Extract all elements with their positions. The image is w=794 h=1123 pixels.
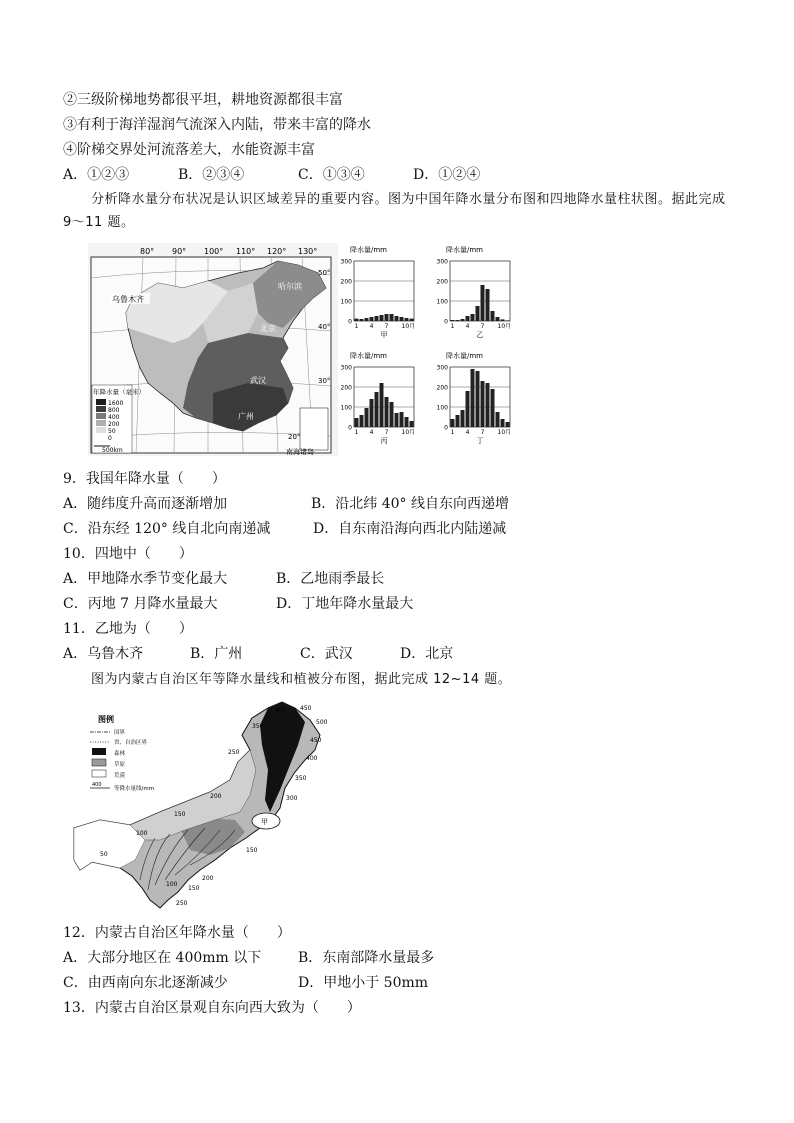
isoline-label: 50 — [100, 851, 108, 858]
statement-3: ③有利于海洋湿润气流深入内陆，带来丰富的降水 — [63, 117, 371, 133]
chart-yi-bar — [466, 316, 470, 321]
china-precipitation-map — [88, 243, 338, 456]
q9-option-c: C．沿东经 120° 线自北向南递减 — [63, 521, 271, 537]
lon-label-110: 110° — [236, 247, 256, 256]
chart-ding-ytick: 300 — [436, 364, 448, 372]
chart-ding-bar — [466, 391, 470, 427]
isoline-label: 500 — [316, 719, 328, 726]
chart-jia-bar — [375, 316, 379, 321]
chart-jia-bar — [360, 319, 364, 321]
chart-yi-bar — [461, 319, 465, 321]
legend-400: 400 — [108, 414, 120, 421]
intro-paragraph-1: 分析降水量分布状况是认识区域差异的重要内容。图为中国年降水量分布图和四地降水量柱状图。据此完成 9～11 题。 — [63, 192, 726, 230]
chart-bing-bar — [410, 421, 414, 427]
q12-option-a: A．大部分地区在 400mm 以下 — [63, 950, 262, 966]
chart-ding-bar — [476, 371, 480, 427]
chart-jia-ytick: 0 — [348, 318, 352, 326]
chart-ding-name: 丁 — [476, 437, 484, 445]
chart-ding-bar — [461, 410, 465, 427]
q9-option-d: D．自东南沿海向西北内陆递减 — [313, 521, 507, 537]
chart-yi-xtick: 10月 — [497, 323, 512, 330]
chart-yi-frame — [450, 261, 510, 321]
chart-bing-ytick: 0 — [348, 424, 352, 432]
chart-jia-bar — [405, 318, 409, 321]
chart-jia-ytick: 200 — [340, 278, 352, 286]
chart-yi-ytick: 200 — [436, 278, 448, 286]
q12-option-d: D．甲地小于 50mm — [298, 975, 429, 991]
chart-yi-bar — [451, 320, 455, 321]
isoline-label: 250 — [228, 749, 240, 756]
lat-label-30: 30° — [318, 377, 331, 385]
chart-jia-bar — [365, 318, 369, 321]
q9-option-b: B．沿北纬 40° 线自东向西递增 — [311, 496, 510, 512]
lon-label-130: 130° — [298, 247, 318, 256]
chart-bing-bar — [375, 392, 379, 427]
legend-national-border: 国界 — [114, 730, 126, 736]
chart-bing-bar — [385, 397, 389, 427]
chart-jia-bar — [380, 315, 384, 321]
chart-jia-ylabel: 降水量/mm — [350, 246, 387, 254]
q10-option-b: B．乙地雨季最长 — [276, 571, 385, 587]
statement-4: ④阶梯交界处河流落差大，水能资源丰富 — [63, 142, 315, 158]
chart-yi-bar — [471, 314, 475, 321]
chart-bing-name: 丙 — [380, 437, 388, 445]
chart-ding-bar — [486, 383, 490, 427]
q8-option-d: D．①②④ — [413, 167, 481, 183]
chart-bing-ytick: 100 — [340, 404, 352, 412]
city-guangzhou: 广州 — [238, 412, 254, 421]
legend-1600: 1600 — [108, 400, 124, 407]
label-jia: 甲 — [261, 818, 268, 826]
city-urumqi: 乌鲁木齐 — [112, 295, 144, 304]
chart-yi-ytick: 300 — [436, 258, 448, 266]
chart-yi-bar — [506, 320, 510, 321]
chart-ding-ytick: 0 — [444, 424, 448, 432]
isoline-label: 400 — [275, 707, 287, 714]
chart-bing-bar — [380, 383, 384, 427]
chart-jia-bar — [385, 314, 389, 321]
chart-yi-bar — [476, 306, 480, 321]
isoline-label: 350 — [295, 775, 307, 782]
chart-yi-bar — [486, 289, 490, 321]
chart-yi-xtick: 1 — [450, 323, 455, 330]
isoline-label: 200 — [202, 875, 214, 882]
chart-bing-xtick: 10月 — [401, 429, 416, 436]
lon-label-80: 80° — [140, 247, 155, 256]
scale-bar: 500km — [102, 447, 123, 454]
chart-ding-bar — [501, 419, 505, 427]
chart-bing-xtick: 1 — [354, 429, 359, 436]
lon-label-120: 120° — [267, 247, 287, 256]
chart-bing-bar — [365, 408, 369, 427]
chart-jia-bar — [400, 317, 404, 321]
q12-option-b: B．东南部降水量最多 — [298, 950, 435, 966]
inset-label: 南海诸岛 — [286, 448, 314, 456]
legend-province-border: 省、自治区界 — [114, 740, 148, 746]
city-wuhan: 武汉 — [250, 376, 266, 385]
q10-option-c: C．丙地 7 月降水量最大 — [63, 596, 218, 612]
isoline-label: 400 — [306, 755, 318, 762]
chart-bing-bar — [355, 418, 359, 427]
q8-option-a: A．①②③ — [63, 167, 130, 183]
isoline-label: 100 — [136, 830, 148, 837]
lat-label-50: 50° — [318, 269, 331, 277]
isoline-label: 350 — [252, 723, 264, 730]
q10-stem: 10．四地中（ ） — [63, 546, 193, 562]
chart-yi-name: 乙 — [476, 331, 484, 339]
chart-jia-xtick: 7 — [384, 323, 389, 330]
lat-label-40: 40° — [318, 323, 331, 331]
chart-bing-bar — [395, 413, 399, 427]
legend-title: 图例 — [98, 715, 114, 724]
chart-ding-xtick: 7 — [480, 429, 485, 436]
chart-jia-bar — [370, 317, 374, 321]
chart-ding-bar — [481, 381, 485, 427]
chart-jia-bar — [395, 316, 399, 321]
isoline-label: 150 — [246, 847, 258, 854]
intro-paragraph-2: 图为内蒙古自治区年等降水量线和植被分布图，据此完成 12~14 题。 — [91, 672, 512, 687]
chart-ding-bar — [471, 369, 475, 427]
q12-option-c: C．由西南向东北逐渐减少 — [63, 975, 228, 991]
chart-bing-bar — [370, 399, 374, 427]
chart-jia-bar — [355, 319, 359, 321]
q12-stem: 12．内蒙古自治区年降水量（ ） — [63, 925, 291, 941]
legend-200: 200 — [108, 421, 120, 428]
chart-ding-xtick: 10月 — [497, 429, 512, 436]
chart-ding-bar — [496, 412, 500, 427]
chart-ding-bar — [506, 422, 510, 427]
legend-forest: 森林 — [114, 751, 126, 757]
isoline-label: 250 — [176, 900, 188, 907]
chart-ding-bar — [451, 419, 455, 427]
statement-2: ②三级阶梯地势都很平坦，耕地资源都很丰富 — [63, 92, 343, 108]
chart-bing-ytick: 200 — [340, 384, 352, 392]
legend-isoline: 等降水量线/mm — [114, 786, 155, 792]
chart-jia-frame — [354, 261, 414, 321]
legend-grassland: 草原 — [114, 762, 126, 768]
chart-bing-bar — [405, 417, 409, 427]
chart-yi-ylabel: 降水量/mm — [446, 246, 483, 254]
chart-jia-bar — [390, 314, 394, 321]
chart-bing-xtick: 4 — [369, 429, 374, 436]
chart-yi-xtick: 4 — [465, 323, 470, 330]
inner-mongolia-map — [70, 700, 332, 912]
chart-bing-bar — [360, 415, 364, 427]
chart-jia-ytick: 100 — [340, 298, 352, 306]
chart-yi-bar — [501, 319, 505, 321]
chart-ding-xtick: 4 — [465, 429, 470, 436]
chart-yi-ytick: 0 — [444, 318, 448, 326]
q11-option-a: A．乌鲁木齐 — [63, 646, 144, 662]
chart-jia-name: 甲 — [380, 331, 388, 339]
q11-stem: 11．乙地为（ ） — [63, 621, 193, 637]
chart-yi-bar — [456, 320, 460, 321]
chart-ding-ylabel: 降水量/mm — [446, 352, 483, 360]
city-beijing: 北京 — [260, 324, 276, 333]
q9-stem: 9．我国年降水量（ ） — [63, 471, 226, 487]
legend-isoline-sample: 400 — [92, 782, 102, 788]
chart-bing-ytick: 300 — [340, 364, 352, 372]
chart-jia-xtick: 1 — [354, 323, 359, 330]
chart-jia-xtick: 10月 — [401, 323, 416, 330]
precipitation-bar-charts — [338, 243, 530, 456]
chart-yi-bar — [481, 285, 485, 321]
q8-option-c: C．①③④ — [298, 167, 365, 183]
chart-ding-xtick: 1 — [450, 429, 455, 436]
chart-ding-ytick: 200 — [436, 384, 448, 392]
chart-yi-bar — [496, 317, 500, 321]
isoline-label: 200 — [210, 793, 222, 800]
q11-option-b: B．广州 — [190, 646, 243, 662]
q10-option-a: A．甲地降水季节变化最大 — [63, 571, 228, 587]
isoline-label: 300 — [286, 795, 298, 802]
lat-label-20: 20° — [288, 433, 301, 441]
legend-desert: 荒漠 — [114, 773, 126, 779]
chart-bing-bar — [400, 412, 404, 427]
isoline-label: 450 — [300, 705, 312, 712]
legend-title: 年降水量（毫米） — [93, 388, 145, 396]
chart-bing-xtick: 7 — [384, 429, 389, 436]
lon-label-100: 100° — [204, 247, 224, 256]
chart-ding-ytick: 100 — [436, 404, 448, 412]
chart-ding-bar — [456, 415, 460, 427]
chart-ding-bar — [491, 389, 495, 427]
chart-bing-bar — [390, 402, 394, 427]
chart-yi-ytick: 100 — [436, 298, 448, 306]
lon-label-90: 90° — [172, 247, 187, 256]
isoline-label: 150 — [188, 885, 200, 892]
city-harbin: 哈尔滨 — [278, 282, 302, 291]
legend-800: 800 — [108, 407, 120, 414]
chart-yi-bar — [491, 311, 495, 321]
q10-option-d: D．丁地年降水量最大 — [276, 596, 414, 612]
isoline-label: 150 — [174, 811, 186, 818]
q11-option-c: C．武汉 — [300, 646, 353, 662]
chart-bing-ylabel: 降水量/mm — [350, 352, 387, 360]
q13-stem: 13．内蒙古自治区景观自东向西大致为（ ） — [63, 1000, 361, 1016]
chart-jia-bar — [410, 319, 414, 321]
isoline-label: 450 — [310, 737, 322, 744]
chart-yi-xtick: 7 — [480, 323, 485, 330]
legend-0: 0 — [108, 435, 112, 442]
isoline-label: 100 — [166, 881, 178, 888]
legend-50: 50 — [108, 428, 116, 435]
q9-option-a: A．随纬度升高而逐渐增加 — [63, 496, 228, 512]
chart-jia-ytick: 300 — [340, 258, 352, 266]
q11-option-d: D．北京 — [400, 646, 454, 662]
chart-jia-xtick: 4 — [369, 323, 374, 330]
q8-option-b: B．②③④ — [178, 167, 245, 183]
